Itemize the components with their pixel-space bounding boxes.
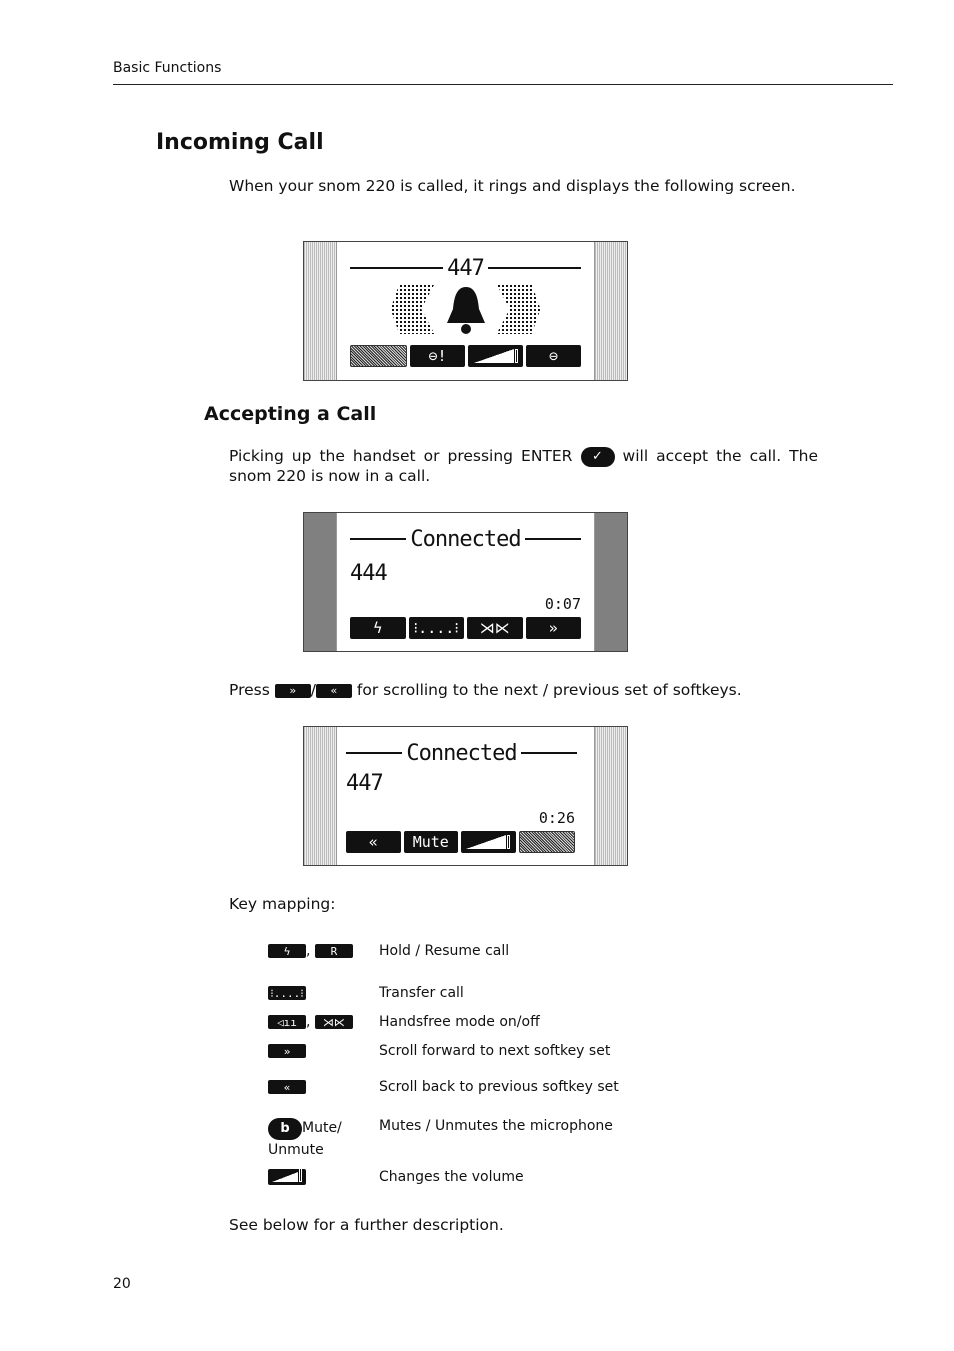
connected-display-2 [303, 726, 628, 866]
call-timer: 0:07 [544, 595, 581, 613]
volume-icon [466, 835, 510, 849]
scroll-text-suffix: for scrolling to the next / previous set of softkeys. [356, 681, 742, 699]
accept-text-after: will accept the call. The snom 220 is now in a call. [229, 447, 819, 485]
softkey-empty[interactable] [350, 345, 407, 367]
call-status: Connected [410, 526, 521, 552]
display-bezel-left [304, 513, 337, 651]
bell-icon [441, 283, 491, 335]
scroll-text-prefix: Press [229, 681, 270, 699]
call-status: Connected [406, 740, 517, 766]
softkey-next[interactable]: » [526, 617, 582, 639]
lcd-screen [336, 242, 595, 380]
key-mapping-desc: Handsfree mode on/off [379, 1014, 540, 1030]
lcd-title-bar [346, 739, 577, 767]
softkey-reject[interactable]: ⊖ [526, 345, 581, 367]
display-bezel-right [594, 727, 627, 865]
softkey-mute[interactable]: Mute [404, 831, 459, 853]
key-mapping-desc: Scroll back to previous softkey set [379, 1079, 619, 1095]
resume-key-icon: R [315, 944, 353, 958]
display-bezel-right [594, 242, 627, 380]
softkey-hold[interactable]: ϟ [350, 617, 406, 639]
sound-wave-left-icon [391, 284, 435, 334]
key-mapping-desc: Changes the volume [379, 1169, 524, 1185]
sound-wave-right-icon [497, 284, 541, 334]
speaker-key-icon: ◁ıı [268, 1015, 306, 1029]
lcd-title-bar [350, 525, 581, 553]
display-bezel-right [594, 513, 627, 651]
scroll-paragraph: Press » / « for scrolling to the next / previous set of softkeys. [229, 681, 742, 699]
incoming-call-display [303, 241, 628, 381]
accept-paragraph [229, 447, 818, 486]
key-mapping-desc: Mutes / Unmutes the microphone [379, 1118, 613, 1134]
prev-softkey-icon: « [316, 684, 352, 698]
connected-display-1 [303, 512, 628, 652]
key-mapping-desc: Transfer call [379, 985, 464, 1001]
softkey-dnd[interactable]: ⊖! [410, 345, 465, 367]
softkey-previous[interactable]: « [346, 831, 401, 853]
running-header: Basic Functions [113, 60, 222, 76]
lcd-screen [336, 513, 595, 651]
section-title: Incoming Call [156, 130, 324, 155]
softkey-handsfree[interactable]: ⋊⋉ [467, 617, 523, 639]
softkey-bar [350, 345, 581, 367]
subsection-title: Accepting a Call [204, 403, 377, 425]
softkey-transfer[interactable]: ⁝....⁝ [409, 617, 465, 639]
softkey-volume[interactable] [468, 345, 523, 367]
handsfree-off-key-icon: ⋊⋉ [315, 1015, 353, 1029]
mute-key-icon: b [268, 1118, 302, 1140]
enter-key-icon: ✓ [581, 447, 615, 467]
caller-number: 444 [350, 561, 387, 586]
display-bezel-left [304, 242, 337, 380]
volume-icon [474, 349, 518, 363]
caller-number: 447 [447, 255, 484, 281]
intro-paragraph: When your snom 220 is called, it rings and displays the following screen. [229, 177, 796, 195]
next-softkey-icon: » [275, 684, 311, 698]
call-timer: 0:26 [538, 809, 575, 827]
next-softkey-icon: » [268, 1044, 306, 1058]
ringing-indicator [336, 282, 595, 336]
display-bezel-left [304, 727, 337, 865]
softkey-empty[interactable] [519, 831, 576, 853]
lcd-screen [336, 727, 595, 865]
footer-note: See below for a further description. [229, 1216, 504, 1234]
softkey-bar [350, 617, 581, 639]
hold-key-icon: ϟ [268, 944, 306, 958]
key-mapping-desc: Scroll forward to next softkey set [379, 1043, 611, 1059]
caller-number: 447 [346, 771, 383, 796]
mute-key-label: Mute/ Unmute [268, 1120, 342, 1158]
accept-text-before: Picking up the handset or pressing ENTER [229, 447, 573, 465]
volume-key-icon [268, 1169, 306, 1185]
key-mapping-desc: Hold / Resume call [379, 943, 510, 959]
softkey-volume[interactable] [461, 831, 516, 853]
key-mapping-label: Key mapping: [229, 895, 336, 913]
header-rule [113, 84, 893, 85]
prev-softkey-icon: « [268, 1080, 306, 1094]
page-number: 20 [113, 1276, 131, 1292]
transfer-key-icon: ⁝....⁝ [268, 986, 306, 1000]
softkey-bar [346, 831, 575, 853]
lcd-title-bar [350, 254, 581, 282]
